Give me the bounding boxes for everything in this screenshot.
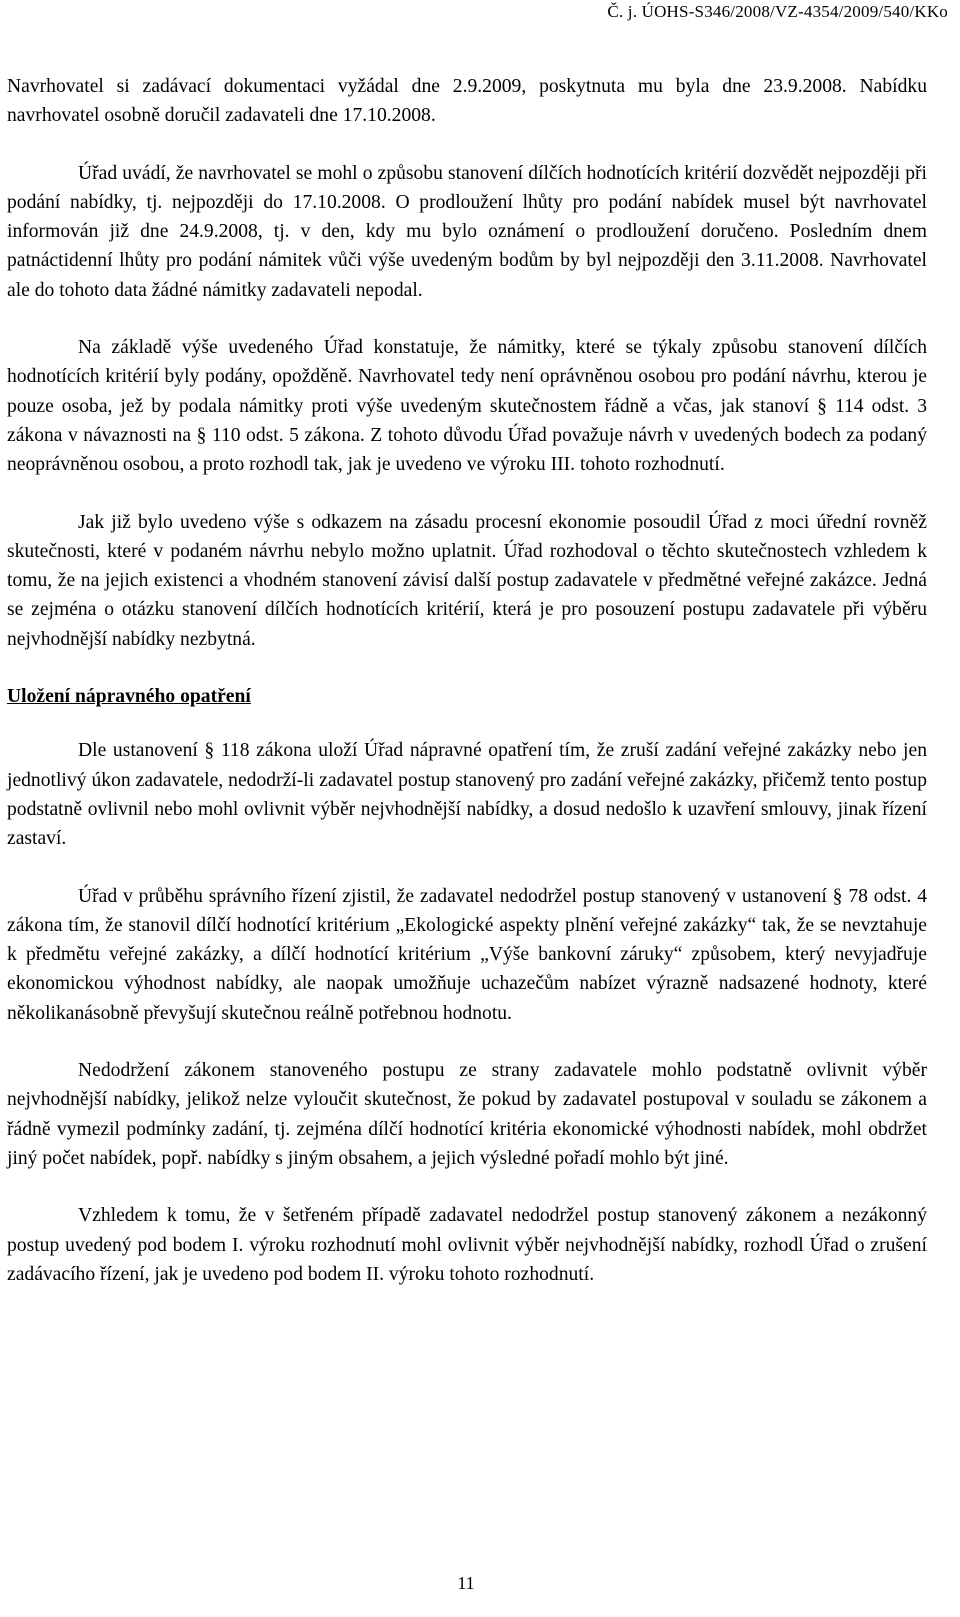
section-heading-remedial-measure: Uložení nápravného opatření bbox=[7, 686, 251, 708]
paragraph-influence-on-selection: Nedodržení zákonem stanoveného postupu ze strany zadavatele mohlo podstatně ovlivnit výběr nejvhodnější nabídky, jelikož nelze vyloučit skutečnost, že pokud by zadavatel postupoval v souladu se zákonem a řádně vymezil podmínky zadání, tj. zejména dílčí hodnotící kritéria ekonomické výhodnosti nabídek, mohl obdržet jiný počet nabídek, popř. nabídky s jiným obsahem, a jejich výsledné pořadí mohlo být jiné. bbox=[7, 1060, 927, 1169]
paragraph-cancellation-decision: Vzhledem k tomu, že v šetřeném případě zadavatel nedodržel postup stanovený zákonem a nezákonný postup uvedený pod bodem I. výroku rozhodnutí mohl ovlivnit výběr nejvhodnější nabídky, rozhodl Úřad o zrušení zadávacího řízení, jak je uvedeno pod bodem II. výroku tohoto rozhodnutí. bbox=[7, 1205, 927, 1285]
paragraph-criteria-violation: Úřad v průběhu správního řízení zjistil, že zadavatel nedodržel postup stanovený v ustanovení § 78 odst. 4 zákona tím, že stanovil dílčí hodnotící kritérium „Ekologické aspekty plnění veřejné zakázky“ tak, že se nevztahuje k předmětu veřejné zakázky, a dílčí hodnotící kritérium „Výše bankovní záruky“ způsobem, který nevyjadřuje ekonomickou výhodnost nabídky, ale naopak umožňuje uchazečům nabízet výrazně nadsazené hodnoty, které několikanásobně převyšují skutečnou reálně potřebnou hodnotu. bbox=[7, 885, 927, 1024]
paragraph-documentation-dates: Navrhovatel si zadávací dokumentaci vyžádal dne 2.9.2009, poskytnuta mu byla dne 23.9.2008. Nabídku navrhovatel osobně doručil zadavateli dne 17.10.2008. bbox=[7, 76, 927, 127]
page-number: 11 bbox=[457, 1573, 475, 1593]
paragraph-section-118: Dle ustanovení § 118 zákona uloží Úřad nápravné opatření tím, že zruší zadání veřejné zakázky nebo jen jednotlivý úkon zadavatele, nedodrží-li zadavatel postup stanovený pro zadání veřejné zakázky, přičemž tento postup podstatně ovlivnil nebo mohl ovlivnit výběr nejvhodnější nabídky, a dosud nedošlo k uzavření smlouvy, jinak řízení zastaví. bbox=[7, 740, 927, 850]
document-body bbox=[7, 72, 927, 1317]
paragraph-ex-officio-review: Jak již bylo uvedeno výše s odkazem na zásadu procesní ekonomie posoudil Úřad z moci úřední rovněž skutečnosti, které v podaném návrhu nebylo možno uplatnit. Úřad rozhodoval o těchto skutečnostech vzhledem k tomu, že na jejich existenci a vhodném stanovení závisí další postup zadavatele v předmětné veřejné zakázce. Jedná se zejména o otázku stanovení dílčích hodnotících kritérií, která je pro posouzení postupu zadavatele při výběru nejvhodnější nabídky nezbytná. bbox=[7, 511, 927, 650]
paragraph-objection-deadline: Úřad uvádí, že navrhovatel se mohl o způsobu stanovení dílčích hodnotících kritérií dozvědět nejpozději při podání nabídky, tj. nejpozději do 17.10.2008. O prodloužení lhůty pro podání nabídek musel být navrhovatel informován již dne 24.9.2008, tj. v den, kdy mu bylo oznámení o prodloužení doručeno. Posledním dnem patnáctidenní lhůty pro podání námitek vůči výše uvedeným bodům by byl nejpozději den 3.11.2008. Navrhovatel ale do tohoto data žádné námitky zadavateli nepodal. bbox=[7, 162, 927, 301]
document-reference-number: Č. j. ÚOHS-S346/2008/VZ-4354/2009/540/KKo bbox=[607, 2, 948, 21]
paragraph-late-objections: Na základě výše uvedeného Úřad konstatuje, že námitky, které se týkaly způsobu stanovení dílčích hodnotících kritérií byly podány, opožděně. Navrhovatel tedy není oprávněnou osobou pro podání návrhu, kterou je pouze osoba, jež by podala námitky proti výše uvedeným skutečnostem řádně a včas, jak stanoví § 114 odst. 3 zákona v návaznosti na § 110 odst. 5 zákona. Z tohoto důvodu Úřad považuje návrh v uvedených bodech za podaný neoprávněnou osobou, a proto rozhodl tak, jak je uvedeno ve výroku III. tohoto rozhodnutí. bbox=[7, 337, 927, 476]
